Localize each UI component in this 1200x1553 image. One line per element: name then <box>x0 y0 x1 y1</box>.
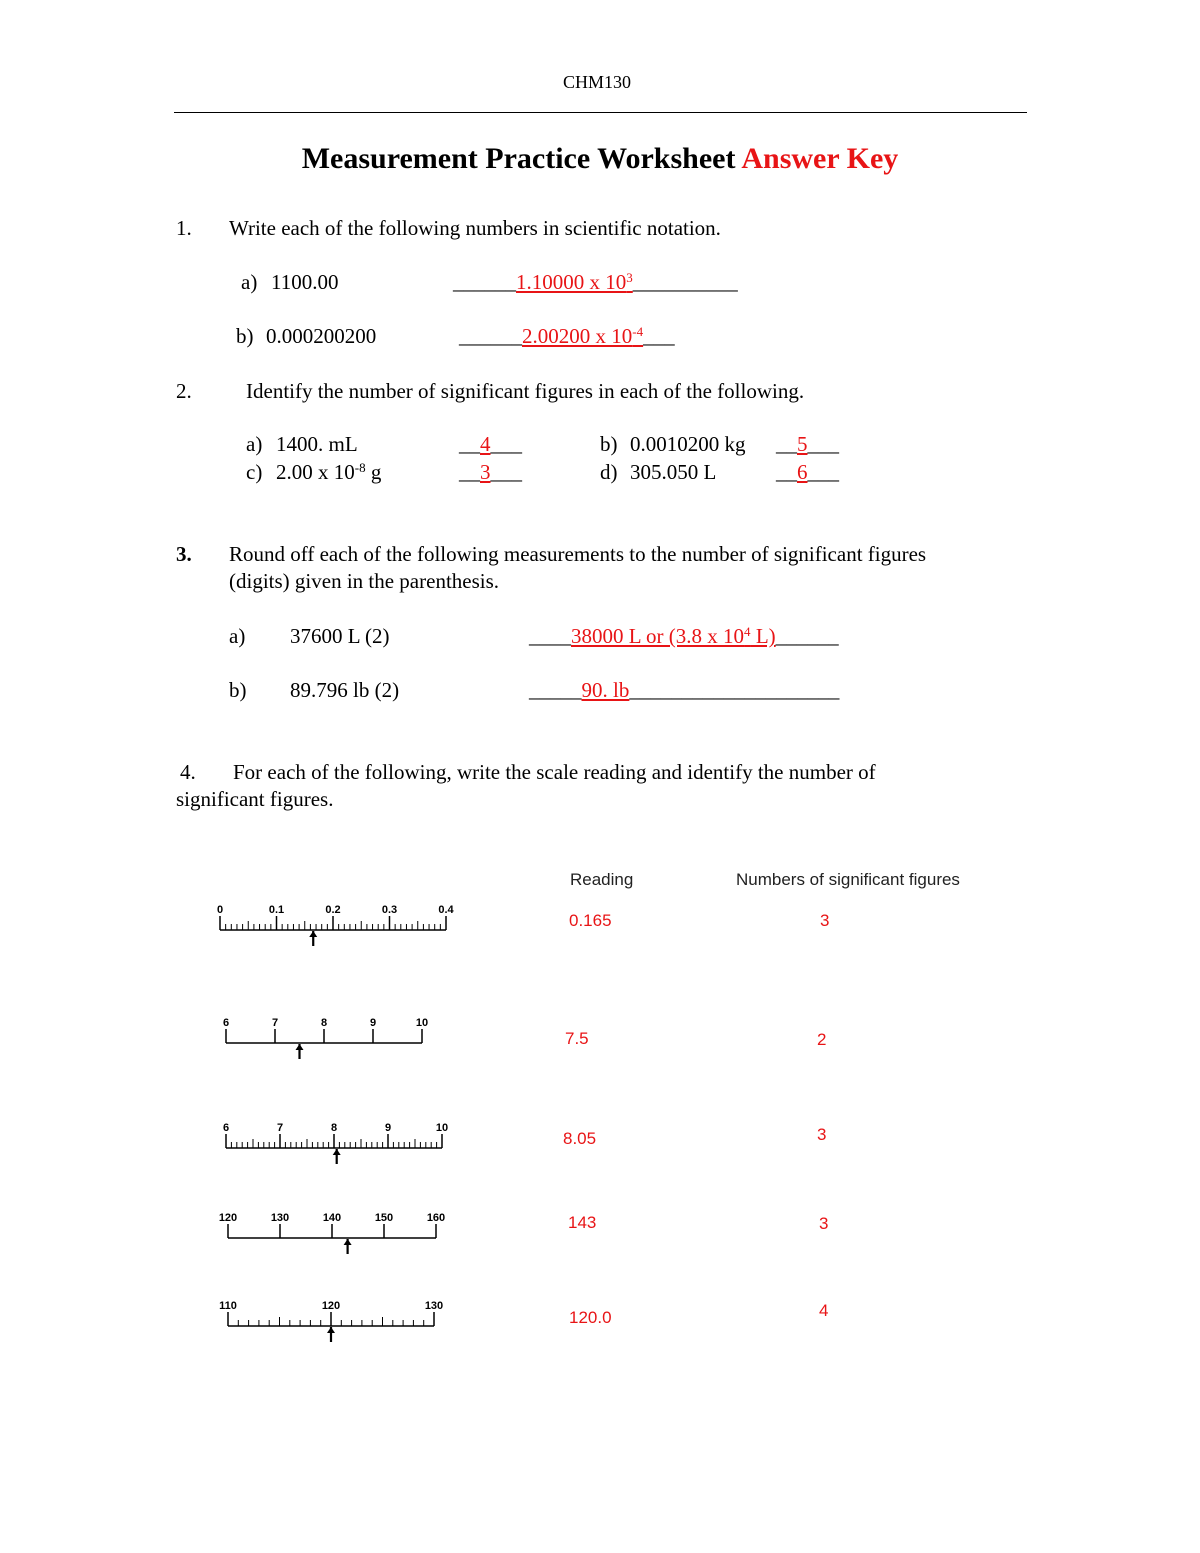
q3b-answer-line: _____90. lb____________________ <box>529 678 840 702</box>
header-rule <box>174 112 1027 113</box>
q1-prompt: Write each of the following numbers in scientific notation. <box>229 216 721 240</box>
scale-tick-label: 7 <box>276 1122 284 1134</box>
scale-tick-label: 7 <box>271 1017 279 1029</box>
scale-tick-label: 140 <box>322 1212 342 1224</box>
scale-tick-label: 130 <box>270 1212 290 1224</box>
sigfigs-column-header: Numbers of significant figures <box>736 870 960 889</box>
q2c-value-exp: -8 <box>354 459 366 475</box>
scale-5-sigfigs: 4 <box>819 1301 829 1320</box>
course-code: CHM130 <box>563 72 632 92</box>
q2c-answer: 3 <box>480 460 491 484</box>
scale-4-reading: 143 <box>568 1213 597 1232</box>
q1b-answer: 2.00200 x 10 <box>522 324 633 348</box>
q2-number: 2. <box>176 379 192 403</box>
q1a-answer-line <box>453 270 738 295</box>
q1a-answer: 1.10000 x 10 <box>516 270 627 294</box>
q2d-label: d) <box>600 460 618 484</box>
scale-2-sigfigs: 2 <box>817 1030 827 1049</box>
scale-tick-label: 110 <box>219 1300 237 1312</box>
scale-tick-label: 0.3 <box>381 904 398 916</box>
q2b-answer: 5 <box>797 432 808 456</box>
q2b-value: 0.0010200 kg <box>630 432 746 456</box>
q3a-answer-exp: 4 <box>744 623 751 639</box>
scale-tick-label: 0 <box>216 904 224 916</box>
title-main: Measurement Practice Worksheet <box>301 142 736 175</box>
q3-number: 3. <box>176 542 192 566</box>
q2d-value: 305.050 L <box>630 460 717 484</box>
q2a-value: 1400. mL <box>276 432 358 456</box>
q3b-value: 89.796 lb (2) <box>290 678 400 702</box>
scale-tick-label: 150 <box>374 1212 394 1224</box>
scale-tick-label: 9 <box>384 1122 392 1134</box>
scale-tick-label: 0.1 <box>268 904 285 916</box>
reading-arrow-icon <box>327 1327 335 1333</box>
reading-arrow-icon <box>344 1239 352 1245</box>
q1b-label: b) <box>236 324 254 348</box>
q2a-answer-line: __4___ <box>459 432 522 456</box>
q3a-answer: 38000 L or (3.8 x 10 <box>571 624 745 648</box>
q1b-answer-exp: -4 <box>632 323 644 339</box>
scale-tick-label: 6 <box>222 1122 230 1134</box>
q2c-value-unit: g <box>365 460 382 484</box>
q2d-answer: 6 <box>797 460 808 484</box>
scale-4-sigfigs: 3 <box>819 1214 829 1233</box>
q1a-pre-blank: ______ <box>453 270 516 294</box>
q3a-answer-line: ____38000 L or (3.8 x $10^4$ L)______ <box>529 623 839 648</box>
q3-prompt-line2: (digits) given in the parenthesis. <box>229 569 500 593</box>
scale-tick-label: 8 <box>320 1017 328 1029</box>
scale-tick-label: 10 <box>435 1122 449 1134</box>
q2d-answer-line: __6___ <box>776 460 839 484</box>
q1a-value: 1100.00 <box>271 270 339 294</box>
scale-tick-label: 0.4 <box>438 904 454 916</box>
scale-5-ruler <box>216 1298 446 1346</box>
q2b-answer-line: __5___ <box>776 432 839 456</box>
q1b-answer-line <box>459 324 675 349</box>
scale-2-reading: 7.5 <box>565 1029 589 1048</box>
scale-3-sigfigs: 3 <box>817 1125 827 1144</box>
q1b-post-blank: ___ <box>643 324 675 348</box>
q3b-label: b) <box>229 678 247 702</box>
title-accent: Answer Key <box>741 142 899 175</box>
q3a-answer-tail: L) <box>750 624 776 648</box>
q2c-answer-line: __3___ <box>459 460 522 484</box>
q3b-answer: 90. lb <box>581 678 630 702</box>
page-title <box>0 142 1200 176</box>
q1b-pre-blank: ______ <box>459 324 522 348</box>
reading-arrow-icon <box>309 931 317 937</box>
q1-number: 1. <box>176 216 192 240</box>
q2a-answer: 4 <box>480 432 491 456</box>
q1a-answer-exp: 3 <box>626 269 633 285</box>
q1b-value: 0.000200200 <box>266 324 377 348</box>
q3-prompt-line1: Round off each of the following measurements to the number of significant figures <box>229 542 927 566</box>
scale-2-ruler <box>216 1015 436 1063</box>
scale-tick-label: 160 <box>426 1212 446 1224</box>
scale-5-reading: 120.0 <box>569 1308 612 1327</box>
scale-tick-label: 10 <box>415 1017 429 1029</box>
q2c-label: c) <box>246 460 263 484</box>
q2-prompt: Identify the number of significant figures in each of the following. <box>246 379 805 403</box>
q1a-post-blank: __________ <box>632 270 738 294</box>
scale-tick-label: 120 <box>321 1300 341 1312</box>
scale-1-reading: 0.165 <box>569 911 612 930</box>
q2c-value-base: 2.00 x 10 <box>276 460 355 484</box>
scale-3-reading: 8.05 <box>563 1129 597 1148</box>
scale-4-ruler <box>216 1210 456 1258</box>
scale-1-ruler <box>210 900 460 952</box>
q4-prompt-line2: significant figures. <box>176 787 334 811</box>
scale-tick-label: 0.2 <box>325 904 341 916</box>
reading-column-header: Reading <box>570 870 634 889</box>
reading-arrow-icon <box>296 1044 304 1050</box>
q4-prompt-line1: For each of the following, write the scale reading and identify the number of <box>233 760 876 784</box>
scale-tick-label: 130 <box>424 1300 444 1312</box>
scale-tick-label: 8 <box>330 1122 338 1134</box>
reading-arrow-icon <box>333 1149 341 1155</box>
scale-tick-label: 120 <box>218 1212 238 1224</box>
q4-number: 4. <box>180 760 196 784</box>
q1a-label: a) <box>241 270 258 294</box>
q2b-label: b) <box>600 432 618 456</box>
q3a-value: 37600 L (2) <box>290 624 390 648</box>
q3a-label: a) <box>229 624 246 648</box>
q2c-value <box>276 460 381 485</box>
scale-tick-label: 9 <box>369 1017 377 1029</box>
scale-tick-label: 6 <box>222 1017 230 1029</box>
scale-3-ruler <box>216 1118 456 1168</box>
q2a-label: a) <box>246 432 263 456</box>
scale-1-sigfigs: 3 <box>820 911 830 930</box>
